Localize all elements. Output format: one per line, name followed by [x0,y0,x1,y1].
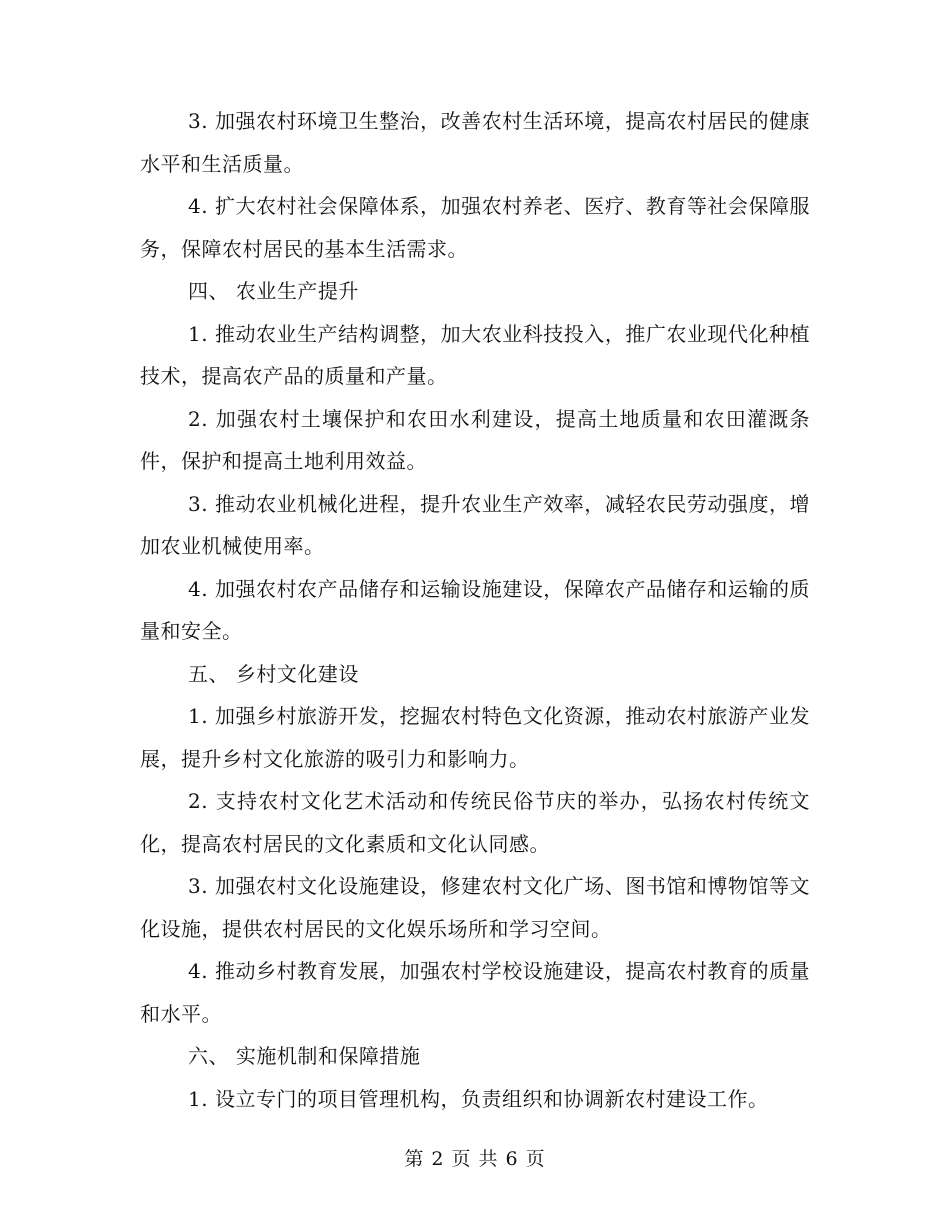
paragraph-env-3: 3. 加强农村环境卫生整治，改善农村生活环境，提高农村居民的健康水平和生活质量。 [140,109,810,176]
paragraph-social-security-4: 4. 扩大农村社会保障体系，加强农村养老、医疗、教育等社会保障服务，保障农村居民的基本生活需求。 [140,194,810,261]
page-number-footer: 第 2 页 共 6 页 [404,1148,546,1170]
paragraph-implementation-1: 1. 设立专门的项目管理机构，负责组织和协调新农村建设工作。 [188,1086,769,1111]
paragraph-agri-3: 3. 推动农业机械化进程，提升农业生产效率，减轻农民劳动强度，增加农业机械使用率。 [140,491,810,558]
paragraph-agri-2: 2. 加强农村土壤保护和农田水利建设，提高土地质量和农田灌溉条件，保护和提高土地利用效益。 [140,406,810,473]
section-heading-agriculture: 四、 农业生产提升 [188,279,359,303]
paragraph-culture-1: 1. 加强乡村旅游开发，挖掘农村特色文化资源，推动农村旅游产业发展，提升乡村文化旅游的吸引力和影响力。 [140,704,810,771]
document-body [140,100,810,1120]
paragraph-culture-4: 4. 推动乡村教育发展，加强农村学校设施建设，提高农村教育的质量和水平。 [140,959,810,1026]
paragraph-agri-4: 4. 加强农村农产品储存和运输设施建设，保障农产品储存和运输的质量和安全。 [140,576,810,643]
paragraph-culture-2: 2. 支持农村文化艺术活动和传统民俗节庆的举办，弘扬农村传统文化，提高农村居民的文化素质和文化认同感。 [140,789,810,856]
paragraph-culture-3: 3. 加强农村文化设施建设，修建农村文化广场、图书馆和博物馆等文化设施，提供农村居民的文化娱乐场所和学习空间。 [140,874,810,941]
section-heading-implementation: 六、 实施机制和保障措施 [188,1044,421,1068]
paragraph-agri-1: 1. 推动农业生产结构调整，加大农业科技投入，推广农业现代化种植技术，提高农产品的质量和产量。 [140,321,810,388]
section-heading-culture: 五、 乡村文化建设 [188,661,359,686]
